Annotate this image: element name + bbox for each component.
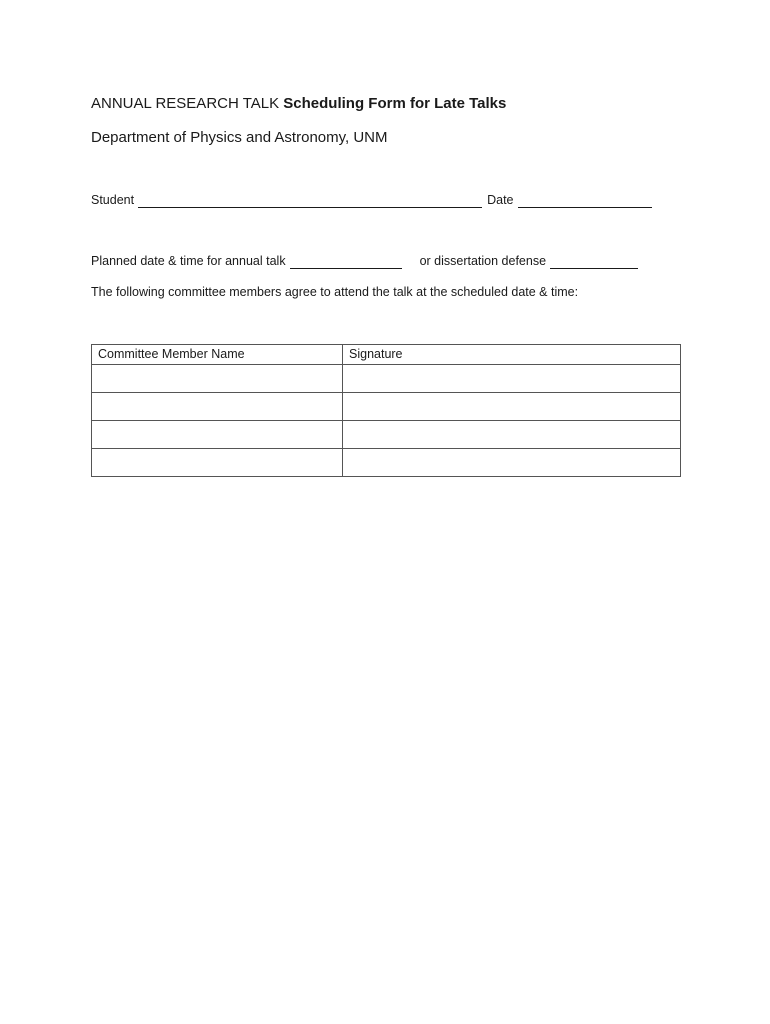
table-row xyxy=(92,449,681,477)
date-blank-line[interactable] xyxy=(518,194,652,208)
column-header-signature: Signature xyxy=(343,345,681,365)
member-name-cell[interactable] xyxy=(92,449,343,477)
signature-cell[interactable] xyxy=(343,421,681,449)
planned-talk-label: Planned date & time for annual talk xyxy=(91,254,286,268)
table-row xyxy=(92,393,681,421)
signature-cell[interactable] xyxy=(343,449,681,477)
member-name-cell[interactable] xyxy=(92,365,343,393)
dissertation-defense-blank-line[interactable] xyxy=(550,255,638,269)
planned-date-row xyxy=(91,253,638,269)
committee-statement: The following committee members agree to attend the talk at the scheduled date & time: xyxy=(91,285,579,299)
planned-talk-blank-line[interactable] xyxy=(290,255,402,269)
form-title-bold: Scheduling Form for Late Talks xyxy=(283,95,507,112)
member-name-cell[interactable] xyxy=(92,421,343,449)
form-title xyxy=(91,94,506,114)
student-label: Student xyxy=(91,193,135,207)
student-blank-line[interactable] xyxy=(138,194,482,208)
committee-table xyxy=(91,344,681,477)
member-name-cell[interactable] xyxy=(92,393,343,421)
signature-cell[interactable] xyxy=(343,365,681,393)
dissertation-defense-label: or dissertation defense xyxy=(419,254,547,268)
form-title-prefix: ANNUAL RESEARCH TALK xyxy=(91,95,280,112)
student-date-row xyxy=(91,192,652,208)
date-label: Date xyxy=(487,193,514,207)
column-header-member-name: Committee Member Name xyxy=(92,345,343,365)
table-row xyxy=(92,421,681,449)
table-header-row xyxy=(92,345,681,365)
department-name: Department of Physics and Astronomy, UNM xyxy=(91,129,388,146)
signature-cell[interactable] xyxy=(343,393,681,421)
table-row xyxy=(92,365,681,393)
